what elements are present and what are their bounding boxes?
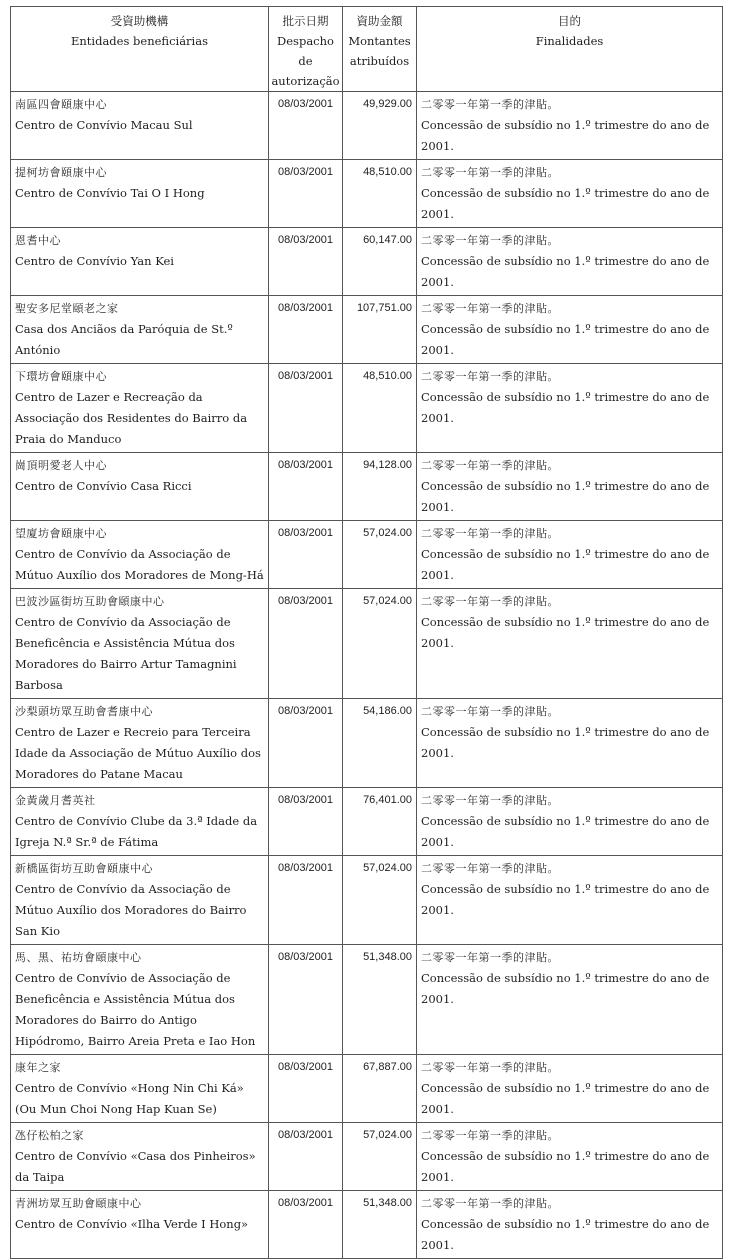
- header-date-pt: Despacho de autorização: [271, 34, 340, 88]
- entity-name-zh: 望廈坊會頤康中心: [15, 527, 107, 540]
- purpose-zh: 二零零一年第一季的津貼。: [421, 1129, 559, 1142]
- purpose-pt: Concessão de subsídio no 1.º trimestre do ano de 2001.: [421, 254, 710, 289]
- amount-cell: 57,024.00: [343, 521, 417, 589]
- header-date: [269, 7, 343, 92]
- purpose-pt: Concessão de subsídio no 1.º trimestre do ano de 2001.: [421, 1081, 710, 1116]
- purpose-zh: 二零零一年第一季的津貼。: [421, 98, 559, 111]
- amount-cell: 76,401.00: [343, 788, 417, 856]
- table-row: [11, 589, 723, 699]
- entity-cell: [11, 1055, 269, 1123]
- amount-cell: 51,348.00: [343, 1191, 417, 1259]
- purpose-cell: [417, 296, 723, 364]
- table-row: [11, 1191, 723, 1259]
- entity-cell: [11, 589, 269, 699]
- purpose-pt: Concessão de subsídio no 1.º trimestre do ano de 2001.: [421, 1149, 710, 1184]
- entity-name-pt: Centro de Convívio Tai O I Hong: [15, 186, 205, 200]
- date-cell: 08/03/2001: [269, 856, 343, 945]
- table-row: [11, 92, 723, 160]
- entity-name-zh: 新橋區街坊互助會頤康中心: [15, 862, 153, 875]
- date-cell: 08/03/2001: [269, 1055, 343, 1123]
- purpose-cell: [417, 589, 723, 699]
- table-row: [11, 1123, 723, 1191]
- amount-cell: 48,510.00: [343, 160, 417, 228]
- table-row: [11, 364, 723, 453]
- amount-cell: 57,024.00: [343, 1123, 417, 1191]
- entity-cell: [11, 364, 269, 453]
- entity-cell: [11, 856, 269, 945]
- header-entities: [11, 7, 269, 92]
- entity-name-zh: 聖安多尼堂頤老之家: [15, 302, 119, 315]
- date-cell: 08/03/2001: [269, 945, 343, 1055]
- header-amount-zh: 資助金額: [356, 14, 403, 28]
- entity-name-zh: 崗頂明愛老人中心: [15, 459, 107, 472]
- purpose-zh: 二零零一年第一季的津貼。: [421, 794, 559, 807]
- entity-name-pt: Centro de Convívio «Hong Nin Chi Ká» (Ou Mun Choi Nong Hap Kuan Se): [15, 1081, 244, 1116]
- date-cell: 08/03/2001: [269, 296, 343, 364]
- table-row: [11, 296, 723, 364]
- table-row: [11, 521, 723, 589]
- amount-cell: 49,929.00: [343, 92, 417, 160]
- header-amount: [343, 7, 417, 92]
- purpose-zh: 二零零一年第一季的津貼。: [421, 459, 559, 472]
- entity-name-pt: Centro de Convívio «Ilha Verde I Hong»: [15, 1217, 249, 1231]
- purpose-pt: Concessão de subsídio no 1.º trimestre do ano de 2001.: [421, 322, 710, 357]
- purpose-pt: Concessão de subsídio no 1.º trimestre do ano de 2001.: [421, 547, 710, 582]
- purpose-pt: Concessão de subsídio no 1.º trimestre do ano de 2001.: [421, 725, 710, 760]
- purpose-cell: [417, 856, 723, 945]
- purpose-zh: 二零零一年第一季的津貼。: [421, 166, 559, 179]
- header-purpose-pt: Finalidades: [535, 34, 604, 48]
- date-cell: 08/03/2001: [269, 788, 343, 856]
- subsidy-table-page: [10, 6, 722, 1259]
- date-cell: 08/03/2001: [269, 92, 343, 160]
- table-row: [11, 1055, 723, 1123]
- entity-name-pt: Centro de Convívio da Associação de Mútuo Auxílio dos Moradores de Mong-Há: [15, 547, 264, 582]
- date-cell: 08/03/2001: [269, 228, 343, 296]
- table-row: [11, 945, 723, 1055]
- table-row: [11, 856, 723, 945]
- purpose-pt: Concessão de subsídio no 1.º trimestre do ano de 2001.: [421, 390, 710, 425]
- purpose-zh: 二零零一年第一季的津貼。: [421, 302, 559, 315]
- header-entities-zh: 受資助機構: [110, 14, 169, 28]
- date-cell: 08/03/2001: [269, 589, 343, 699]
- table-row: [11, 788, 723, 856]
- amount-cell: 51,348.00: [343, 945, 417, 1055]
- purpose-cell: [417, 699, 723, 788]
- purpose-zh: 二零零一年第一季的津貼。: [421, 595, 559, 608]
- purpose-pt: Concessão de subsídio no 1.º trimestre do ano de 2001.: [421, 479, 710, 514]
- table-row: [11, 228, 723, 296]
- purpose-zh: 二零零一年第一季的津貼。: [421, 862, 559, 875]
- entity-cell: [11, 699, 269, 788]
- entity-cell: [11, 453, 269, 521]
- amount-cell: 94,128.00: [343, 453, 417, 521]
- date-cell: 08/03/2001: [269, 364, 343, 453]
- amount-cell: 54,186.00: [343, 699, 417, 788]
- entity-cell: [11, 1123, 269, 1191]
- entity-name-pt: Centro de Convívio «Casa dos Pinheiros» da Taipa: [15, 1149, 256, 1184]
- entity-name-pt: Centro de Convívio Casa Ricci: [15, 479, 192, 493]
- purpose-zh: 二零零一年第一季的津貼。: [421, 951, 559, 964]
- entity-cell: [11, 945, 269, 1055]
- purpose-cell: [417, 1055, 723, 1123]
- entity-name-pt: Centro de Convívio de Associação de Beneficência e Assistência Mútua dos Moradores do Bairro do Antigo Hipódromo, Bairro Areia Preta e Iao Hon: [15, 971, 256, 1048]
- amount-cell: 67,887.00: [343, 1055, 417, 1123]
- date-cell: 08/03/2001: [269, 453, 343, 521]
- entity-name-zh: 南區四會頤康中心: [15, 98, 107, 111]
- amount-cell: 60,147.00: [343, 228, 417, 296]
- entity-name-zh: 巴波沙區街坊互助會頤康中心: [15, 595, 165, 608]
- date-cell: 08/03/2001: [269, 160, 343, 228]
- purpose-pt: Concessão de subsídio no 1.º trimestre do ano de 2001.: [421, 186, 710, 221]
- header-amount-pt: Montantes atribuídos: [348, 34, 411, 68]
- purpose-cell: [417, 521, 723, 589]
- purpose-pt: Concessão de subsídio no 1.º trimestre do ano de 2001.: [421, 882, 710, 917]
- purpose-cell: [417, 788, 723, 856]
- amount-cell: 57,024.00: [343, 589, 417, 699]
- entity-name-pt: Centro de Convívio Clube da 3.ª Idade da Igreja N.ª Sr.ª de Fátima: [15, 814, 258, 849]
- purpose-pt: Concessão de subsídio no 1.º trimestre do ano de 2001.: [421, 1217, 710, 1252]
- table-row: [11, 453, 723, 521]
- entity-name-zh: 青洲坊眾互助會頤康中心: [15, 1197, 142, 1210]
- amount-cell: 107,751.00: [343, 296, 417, 364]
- table-row: [11, 699, 723, 788]
- entity-cell: [11, 296, 269, 364]
- entity-name-pt: Centro de Lazer e Recreio para Terceira Idade da Associação de Mútuo Auxílio dos Moradores do Patane Macau: [15, 725, 261, 781]
- date-cell: 08/03/2001: [269, 1191, 343, 1259]
- table-header-row: [11, 7, 723, 92]
- entity-cell: [11, 788, 269, 856]
- header-purpose-zh: 目的: [558, 14, 581, 28]
- purpose-cell: [417, 160, 723, 228]
- header-entities-pt: Entidades beneficiárias: [70, 34, 208, 48]
- purpose-pt: Concessão de subsídio no 1.º trimestre do ano de 2001.: [421, 814, 710, 849]
- header-purpose: [417, 7, 723, 92]
- purpose-cell: [417, 92, 723, 160]
- entity-name-zh: 下環坊會頤康中心: [15, 370, 107, 383]
- entity-cell: [11, 92, 269, 160]
- entity-name-pt: Centro de Convívio Yan Kei: [15, 254, 174, 268]
- purpose-cell: [417, 1191, 723, 1259]
- purpose-zh: 二零零一年第一季的津貼。: [421, 234, 559, 247]
- entity-cell: [11, 521, 269, 589]
- entity-name-pt: Centro de Convívio Macau Sul: [15, 118, 193, 132]
- purpose-cell: [417, 453, 723, 521]
- header-date-zh: 批示日期: [282, 14, 329, 28]
- purpose-cell: [417, 364, 723, 453]
- purpose-cell: [417, 1123, 723, 1191]
- entity-name-pt: Centro de Convívio da Associação de Mútuo Auxílio dos Moradores do Bairro San Kio: [15, 882, 247, 938]
- subsidy-table: [10, 6, 723, 1259]
- date-cell: 08/03/2001: [269, 521, 343, 589]
- entity-name-pt: Casa dos Anciãos da Paróquia de St.º António: [15, 322, 233, 357]
- purpose-zh: 二零零一年第一季的津貼。: [421, 370, 559, 383]
- purpose-pt: Concessão de subsídio no 1.º trimestre do ano de 2001.: [421, 615, 710, 650]
- amount-cell: 57,024.00: [343, 856, 417, 945]
- entity-name-zh: 金黃歲月耆英社: [15, 794, 96, 807]
- entity-name-pt: Centro de Lazer e Recreação da Associação dos Residentes do Bairro da Praia do Manduco: [15, 390, 248, 446]
- entity-name-zh: 恩耆中心: [15, 234, 61, 247]
- purpose-zh: 二零零一年第一季的津貼。: [421, 527, 559, 540]
- entity-cell: [11, 1191, 269, 1259]
- date-cell: 08/03/2001: [269, 1123, 343, 1191]
- entity-name-zh: 康年之家: [15, 1061, 61, 1074]
- purpose-zh: 二零零一年第一季的津貼。: [421, 1197, 559, 1210]
- entity-name-zh: 提柯坊會頤康中心: [15, 166, 107, 179]
- entity-name-zh: 沙梨頭坊眾互助會耆康中心: [15, 705, 153, 718]
- amount-cell: 48,510.00: [343, 364, 417, 453]
- purpose-zh: 二零零一年第一季的津貼。: [421, 705, 559, 718]
- purpose-cell: [417, 228, 723, 296]
- entity-cell: [11, 228, 269, 296]
- entity-name-pt: Centro de Convívio da Associação de Beneficência e Assistência Mútua dos Moradores do Bairro Artur Tamagnini Barbosa: [15, 615, 237, 692]
- date-cell: 08/03/2001: [269, 699, 343, 788]
- purpose-pt: Concessão de subsídio no 1.º trimestre do ano de 2001.: [421, 971, 710, 1006]
- entity-name-zh: 馬、黑、祐坊會頤康中心: [15, 951, 142, 964]
- purpose-cell: [417, 945, 723, 1055]
- purpose-zh: 二零零一年第一季的津貼。: [421, 1061, 559, 1074]
- table-row: [11, 160, 723, 228]
- entity-name-zh: 氹仔松柏之家: [15, 1129, 84, 1142]
- entity-cell: [11, 160, 269, 228]
- purpose-pt: Concessão de subsídio no 1.º trimestre do ano de 2001.: [421, 118, 710, 153]
